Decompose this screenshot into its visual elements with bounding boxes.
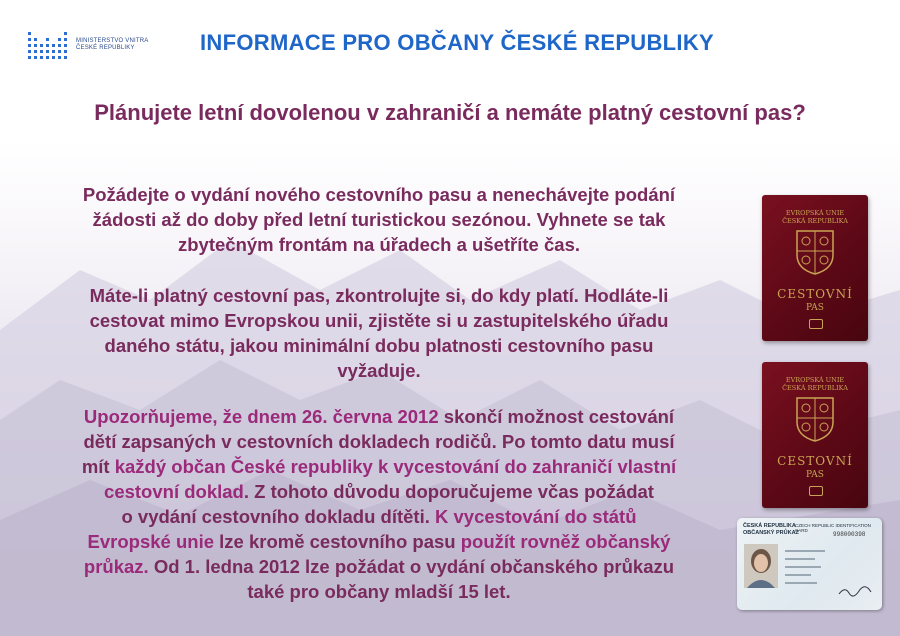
paragraph-line (14, 404, 744, 429)
paragraph-line: Máte-li platný cestovní pas, zkontrolujte si, do kdy platí. Hodláte-li (89, 285, 669, 306)
paragraph-line (14, 554, 744, 579)
highlight-text: Evropské unie (87, 531, 214, 552)
page-title: INFORMACE PRO OBČANY ČESKÉ REPUBLIKY (200, 30, 714, 55)
passport-eu-label: EVROPSKÁ UNIE (785, 376, 845, 384)
paragraph-line: zbytečným frontám na úřadech a ušetříte čas. (178, 234, 580, 255)
paragraph-line: vyžaduje. (337, 360, 421, 381)
id-card-text-line (785, 574, 811, 576)
id-card-photo (744, 544, 778, 588)
paragraph-line: žádosti až do doby před letní turistickou sezónou. Vyhnete se tak (92, 209, 666, 230)
paragraph-line: Požádejte o vydání nového cestovního pasu a nenechávejte podání (82, 184, 676, 205)
text-span: skončí možnost cestování (438, 406, 675, 427)
biometric-chip-icon (809, 486, 823, 496)
id-card-number: 998000398 (833, 531, 866, 538)
text-span: o vydání cestovního dokladu dítěti. (121, 506, 435, 527)
paragraph-notice (14, 404, 744, 604)
ministry-logo-icon (28, 30, 70, 60)
text-span: . Z tohoto důvodu doporučujeme včas požádat (243, 481, 654, 502)
passport-header (762, 376, 868, 392)
paragraph-line: cestovat mimo Evropskou unii, zjistěte si u zastupitelského úřadu (89, 310, 669, 331)
id-card-country: ČESKÁ REPUBLIKA (743, 523, 796, 529)
paragraph-line: dětí zapsaných v cestovních dokladech rodičů. Po tomto datu musí (83, 431, 675, 452)
paragraph-line (14, 479, 744, 504)
passport-country-label: ČESKÁ REPUBLIKA (782, 217, 848, 225)
biometric-chip-icon (809, 319, 823, 329)
passport-country-label: ČESKÁ REPUBLIKA (782, 384, 848, 392)
logo-line-2: ČESKÉ REPUBLIKY (76, 45, 135, 51)
signature-icon (837, 584, 873, 598)
id-card-header-right: CZECH REPUBLIC IDENTIFICATION CARD (795, 523, 871, 533)
passport-image (762, 362, 868, 508)
highlight-text: průkaz. (83, 556, 149, 577)
id-card-type: OBČANSKÝ PRŮKAZ (743, 530, 799, 536)
paragraph-apply (14, 182, 744, 257)
highlight-text: každý občan České republiky k vycestování do zahraničí vlastní (114, 456, 677, 477)
ministry-logo-text (76, 38, 148, 52)
question-heading: Plánujete letní dovolenou v zahraničí a nemáte platný cestovní pas? (94, 100, 806, 125)
passport-title: CESTOVNÍ (777, 454, 853, 468)
id-card-header (743, 523, 799, 537)
id-card-image (737, 518, 882, 610)
id-card-text-line (785, 550, 825, 552)
id-card-text-line (785, 582, 817, 584)
passport-image (762, 195, 868, 341)
highlight-text: Upozorňujeme, že dnem 26. června 2012 (83, 406, 439, 427)
coat-of-arms-icon (795, 396, 835, 442)
id-card-text-line (785, 558, 815, 560)
highlight-text: cestovní doklad (104, 481, 244, 502)
passport-subtitle: PAS (806, 470, 824, 480)
passport-subtitle: PAS (806, 303, 824, 313)
paragraph-line (14, 454, 744, 479)
id-card-text-line (785, 566, 821, 568)
text-span: Od 1. ledna 2012 lze požádat o vydání občanského průkazu (148, 556, 675, 577)
coat-of-arms-icon (795, 229, 835, 275)
paragraph-validity (14, 283, 744, 383)
passport-title: CESTOVNÍ (777, 287, 853, 301)
text-span: mít (81, 456, 115, 477)
text-span: lze kromě cestovního pasu (214, 531, 461, 552)
paragraph-line (14, 504, 744, 529)
highlight-text: použít rovněž občanský (460, 531, 671, 552)
paragraph-line: daného státu, jakou minimální dobu platnosti cestovního pasu (104, 335, 654, 356)
paragraph-line: také pro občany mladší 15 let. (247, 581, 511, 602)
passport-header (762, 209, 868, 225)
ministry-logo (28, 30, 148, 60)
paragraph-line (14, 529, 744, 554)
passport-eu-label: EVROPSKÁ UNIE (785, 209, 845, 217)
highlight-text: K vycestování do států (435, 506, 637, 527)
logo-line-1: MINISTERSTVO VNITRA (76, 38, 149, 44)
person-portrait-icon (744, 544, 778, 588)
